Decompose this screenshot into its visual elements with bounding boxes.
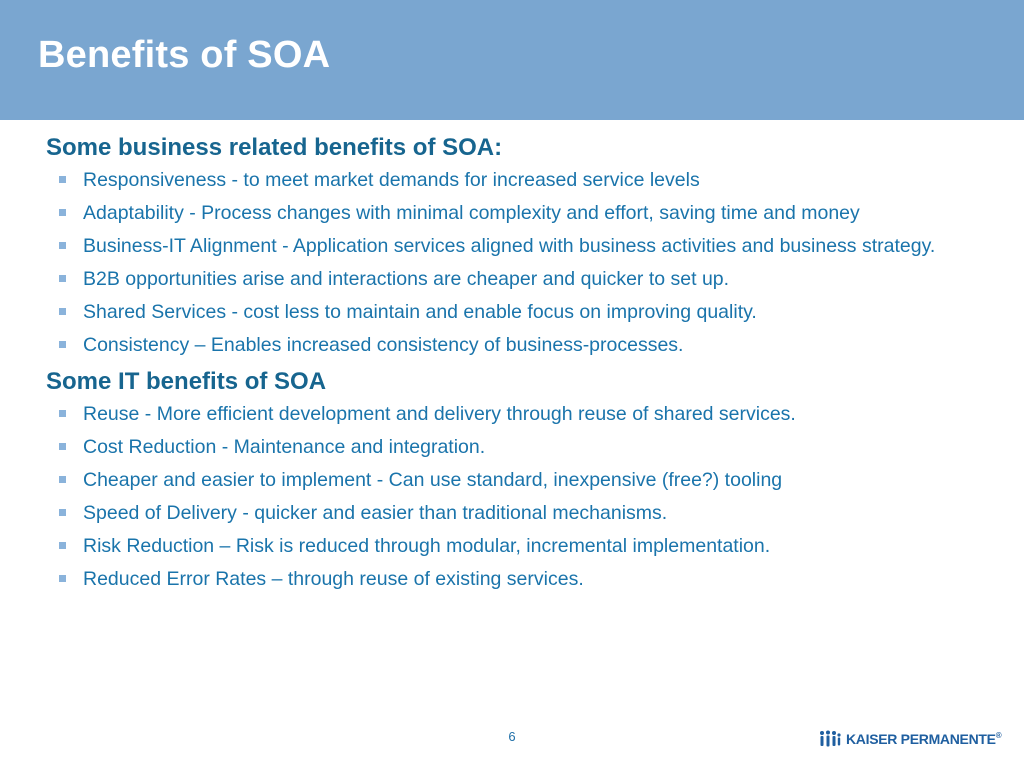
list-item-text: B2B opportunities arise and interactions are cheaper and quicker to set up. <box>83 268 730 290</box>
list-item <box>46 233 946 260</box>
list-item <box>46 332 946 359</box>
list-item-text: Reuse - More efficient development and delivery through reuse of shared services. <box>83 403 796 425</box>
slide-title: Benefits of SOA <box>38 34 331 76</box>
list-item <box>46 266 946 293</box>
list-item-text: Shared Services - cost less to maintain and enable focus on improving quality. <box>83 301 757 323</box>
square-bullet-icon <box>59 209 66 216</box>
page-number: 6 <box>508 729 516 744</box>
square-bullet-icon <box>59 509 66 516</box>
square-bullet-icon <box>59 242 66 249</box>
kaiser-permanente-logo-icon <box>818 730 842 748</box>
list-item <box>46 434 946 461</box>
section-it-benefits <box>46 365 946 593</box>
square-bullet-icon <box>59 476 66 483</box>
square-bullet-icon <box>59 176 66 183</box>
list-item-text: Cheaper and easier to implement - Can use standard, inexpensive (free?) tooling <box>83 469 783 491</box>
list-item <box>46 200 946 227</box>
list-item <box>46 401 946 428</box>
list-item <box>46 566 946 593</box>
square-bullet-icon <box>59 308 66 315</box>
logo-text <box>846 731 1001 747</box>
kaiser-permanente-logo <box>818 730 1001 748</box>
square-bullet-icon <box>59 341 66 348</box>
list-item-text: Risk Reduction – Risk is reduced through modular, incremental implementation. <box>83 535 771 557</box>
section-business-benefits <box>46 131 946 359</box>
list-item-text: Business-IT Alignment - Application services aligned with business activities and business strategy. <box>83 235 936 257</box>
bullet-list <box>46 167 946 359</box>
slide-content <box>46 131 946 599</box>
registered-mark: ® <box>995 731 1002 740</box>
bullet-list <box>46 401 946 593</box>
list-item-text: Speed of Delivery - quicker and easier than traditional mechanisms. <box>83 502 668 524</box>
list-item-text: Responsiveness - to meet market demands for increased service levels <box>83 169 700 191</box>
list-item <box>46 467 946 494</box>
title-bar <box>0 0 1024 120</box>
list-item-text: Adaptability - Process changes with minimal complexity and effort, saving time and money <box>83 202 860 224</box>
list-item <box>46 533 946 560</box>
square-bullet-icon <box>59 275 66 282</box>
list-item-text: Cost Reduction - Maintenance and integration. <box>83 436 486 458</box>
section-heading: Some IT benefits of SOA <box>46 368 327 395</box>
list-item <box>46 299 946 326</box>
list-item-text: Reduced Error Rates – through reuse of existing services. <box>83 568 584 590</box>
list-item-text: Consistency – Enables increased consistency of business-processes. <box>83 334 684 356</box>
logo-wordmark: KAISER PERMANENTE <box>846 731 996 747</box>
square-bullet-icon <box>59 410 66 417</box>
list-item <box>46 167 946 194</box>
list-item <box>46 500 946 527</box>
square-bullet-icon <box>59 443 66 450</box>
square-bullet-icon <box>59 575 66 582</box>
square-bullet-icon <box>59 542 66 549</box>
section-heading: Some business related benefits of SOA: <box>46 134 503 161</box>
